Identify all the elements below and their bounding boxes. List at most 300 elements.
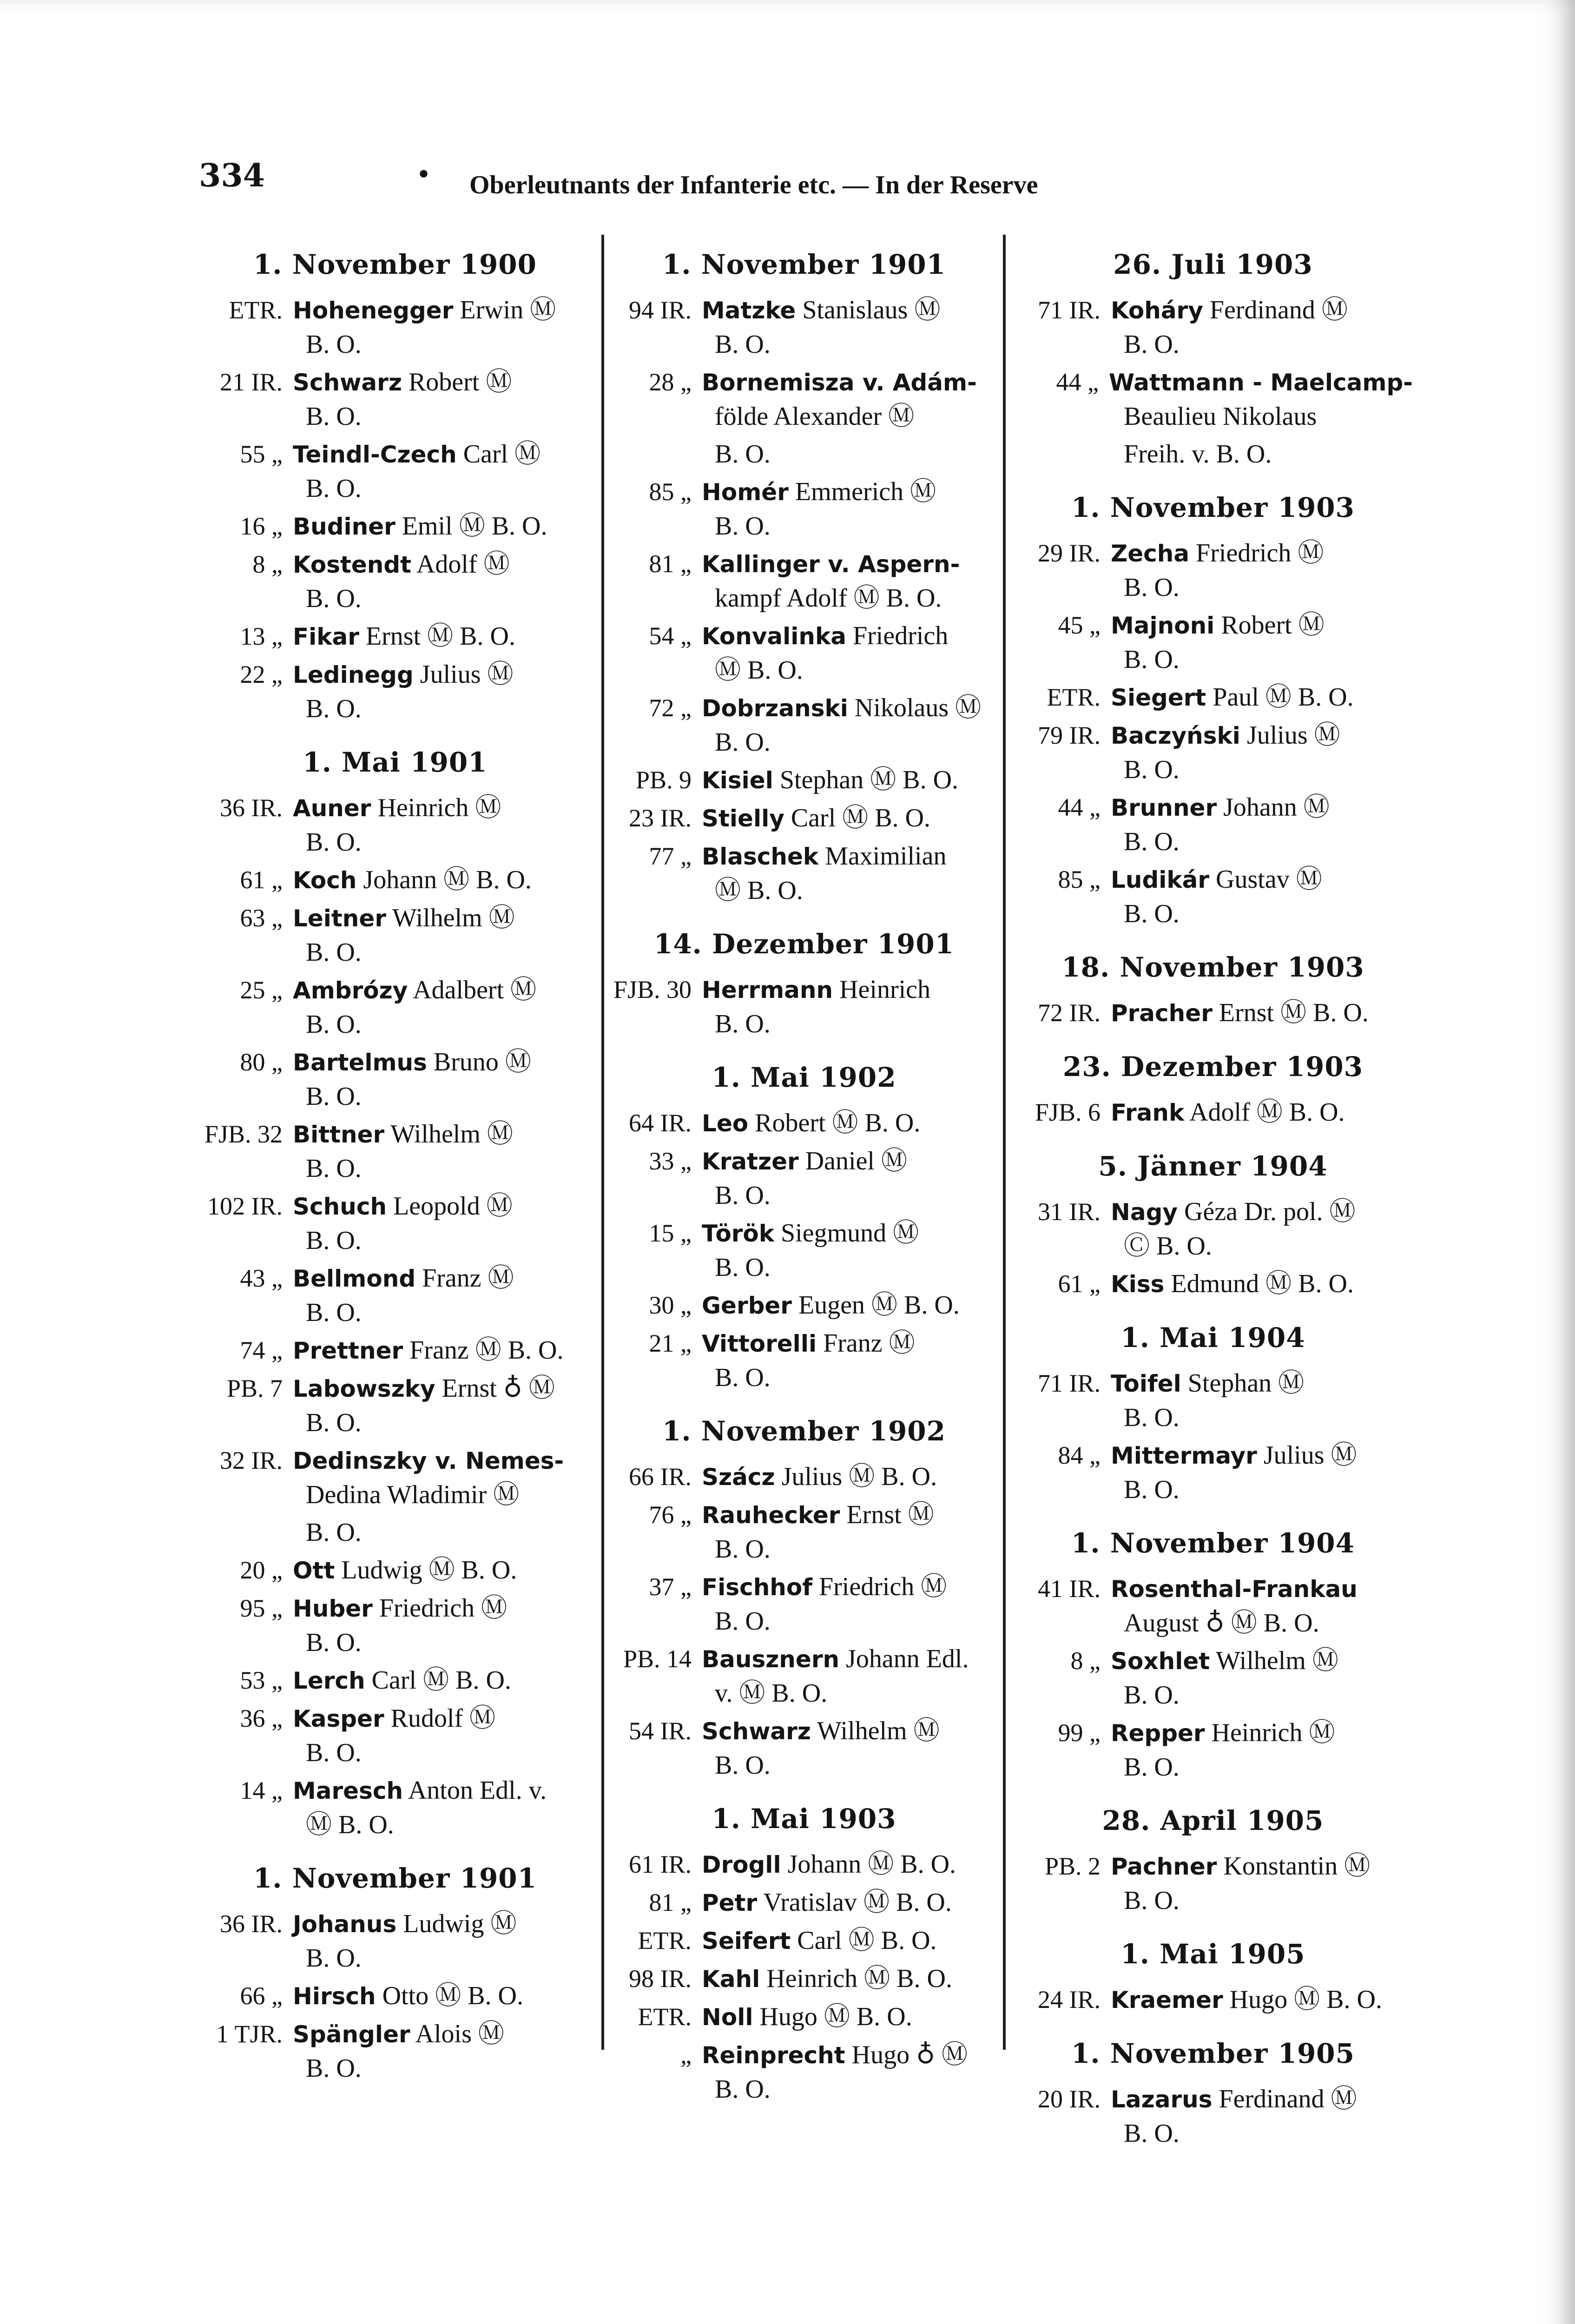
regiment-number: 36 „ [240, 1704, 283, 1732]
officer-surname: Ambrózy [293, 977, 408, 1004]
regiment-number: PB. 2 [1044, 1852, 1101, 1880]
officer-given-name: Wilhelm Ⓜ [1210, 1646, 1338, 1675]
officer-surname: Török [702, 1220, 775, 1247]
officer-surname: Szácz [702, 1464, 775, 1491]
officer-surname: Kostendt [293, 551, 412, 578]
officer-given-name: Nikolaus Ⓜ [848, 693, 982, 722]
entry-continuation: B. O. [1124, 899, 1180, 928]
officer-entry [1013, 293, 1413, 362]
officer-entry [1013, 1849, 1413, 1918]
entry-continuation: B. O. [1124, 2119, 1180, 2148]
officer-given-name: Anton Edl. v. [403, 1776, 547, 1805]
regiment-number: 94 IR. [629, 296, 692, 324]
officer-surname: Herrmann [702, 977, 833, 1004]
officer-given-name: Friedrich Ⓜ [372, 1594, 507, 1623]
date-heading: 18. November 1903 [1061, 951, 1364, 983]
officer-entry [195, 2017, 595, 2086]
date-section [1013, 2036, 1413, 2151]
officer-surname: Zecha [1111, 540, 1190, 567]
officer-entry [1013, 1572, 1413, 1640]
officer-entry [1013, 1983, 1413, 2017]
entry-continuation: B. O. [306, 1226, 362, 1255]
regiment-number: 36 IR. [220, 1910, 283, 1938]
date-section [1013, 1525, 1413, 1784]
date-section [604, 926, 1004, 1041]
date-heading: 1. November 1900 [253, 249, 537, 280]
officer-surname: Labowszky [293, 1375, 435, 1402]
officer-entry [604, 839, 1004, 908]
regiment-number: 29 IR. [1038, 539, 1101, 567]
officer-entry [195, 901, 595, 970]
officer-surname: Spängler [293, 2021, 410, 2048]
date-section [195, 247, 595, 726]
officer-given-name: Stephan Ⓜ [1181, 1369, 1305, 1398]
officer-given-name: Vratislav Ⓜ B. O. [757, 1888, 952, 1917]
officer-surname: Leo [702, 1110, 749, 1137]
entry-continuation: Ⓜ B. O. [715, 876, 803, 905]
officer-entry [604, 1924, 1004, 1958]
entry-continuation: B. O. [715, 330, 771, 359]
officer-surname: Koch [293, 867, 357, 894]
date-heading: 1. Mai 1901 [303, 746, 488, 778]
officer-entry [195, 509, 595, 544]
officer-entry [1013, 1367, 1413, 1435]
regiment-number: FJB. 6 [1035, 1098, 1101, 1126]
regiment-number: 23 IR. [629, 804, 692, 832]
officer-surname: Schwarz [702, 1718, 811, 1745]
officer-surname: Bornemisza v. Adám- [702, 369, 977, 396]
entry-continuation: B. O. [306, 2054, 362, 2083]
officer-given-name: Ernst Ⓜ B. O. [1212, 998, 1369, 1027]
officer-surname: Teindl-Czech [293, 441, 457, 468]
officer-entry [1013, 1439, 1413, 1507]
officer-entry [604, 1642, 1004, 1710]
officer-surname: Repper [1111, 1720, 1205, 1747]
officer-entry [1013, 1267, 1413, 1301]
entry-continuation: B. O. [1124, 330, 1180, 359]
regiment-number: 61 „ [240, 866, 283, 894]
date-section [1013, 1803, 1413, 1918]
officer-surname: Ott [293, 1557, 335, 1584]
officer-surname: Rauhecker [702, 1502, 840, 1529]
date-section [1013, 1936, 1413, 2017]
officer-given-name: Carl Ⓜ [456, 440, 541, 469]
officer-entry [604, 973, 1004, 1041]
officer-given-name: Edmund Ⓜ B. O. [1164, 1269, 1354, 1298]
date-section [195, 745, 595, 1842]
officer-surname: Fikar [293, 623, 359, 650]
regiment-number: 77 „ [649, 842, 692, 870]
officer-given-name: Carl Ⓜ B. O. [791, 1926, 937, 1955]
officer-given-name: Daniel Ⓜ [798, 1147, 907, 1175]
regiment-number: 74 „ [240, 1336, 283, 1364]
regiment-number: 22 „ [240, 660, 283, 688]
regiment-number: 36 IR. [220, 794, 283, 822]
officer-entry [604, 691, 1004, 759]
officer-given-name: Julius Ⓜ [413, 660, 514, 689]
officer-given-name: Franz Ⓜ [817, 1329, 915, 1358]
officer-entry [1013, 365, 1413, 434]
officer-entry [195, 620, 595, 654]
officer-surname: Brunner [1111, 794, 1217, 821]
date-heading: 1. Mai 1904 [1120, 1322, 1305, 1353]
officer-surname: Kasper [293, 1705, 384, 1732]
date-heading: 1. November 1901 [662, 249, 946, 280]
officer-given-name: Ernst Ⓜ B. O. [359, 622, 515, 651]
officer-surname: Pracher [1111, 1000, 1213, 1027]
regiment-number: 64 IR. [629, 1109, 692, 1137]
regiment-number: 99 „ [1058, 1719, 1101, 1747]
regiment-number: 54 IR. [629, 1717, 692, 1745]
officer-given-name: Wilhelm Ⓜ [384, 1120, 513, 1149]
entry-continuation: B. O. [306, 1408, 362, 1437]
officer-given-name: Franz Ⓜ [415, 1264, 514, 1293]
date-heading: 1. November 1903 [1071, 492, 1355, 523]
column-3 [1013, 239, 1413, 2154]
entry-continuation: B. O. [306, 584, 362, 613]
officer-given-name: Friedrich Ⓜ [1189, 539, 1324, 568]
regiment-number: 53 „ [240, 1666, 283, 1694]
entry-continuation: B. O. [306, 474, 362, 503]
officer-entry [604, 1962, 1004, 1996]
officer-given-name: Heinrich Ⓜ [1205, 1718, 1335, 1747]
officer-given-name: Ferdinand Ⓜ [1203, 296, 1348, 324]
officer-given-name: Carl Ⓜ B. O. [784, 804, 931, 832]
date-heading: 1. November 1902 [662, 1415, 946, 1447]
officer-surname: Frank [1111, 1099, 1185, 1126]
entry-continuation: B. O. [1124, 1681, 1180, 1710]
officer-surname: Bellmond [293, 1265, 416, 1292]
regiment-number: 102 IR. [207, 1192, 283, 1220]
date-heading: 1. November 1905 [1071, 2038, 1355, 2069]
regiment-number: ETR. [638, 1927, 692, 1954]
entry-continuation: v. Ⓜ B. O. [715, 1679, 828, 1708]
officer-entry [604, 801, 1004, 836]
officer-given-name: Julius Ⓜ B. O. [775, 1462, 937, 1491]
officer-given-name: Eugen Ⓜ B. O. [791, 1291, 960, 1320]
regiment-number: 80 „ [240, 1048, 283, 1076]
officer-surname: Noll [702, 2004, 753, 2031]
entry-continuation: B. O. [306, 828, 362, 857]
officer-entry [604, 2038, 1004, 2106]
officer-given-name: Heinrich Ⓜ [371, 793, 501, 822]
officer-given-name: Rudolf Ⓜ [384, 1704, 496, 1733]
regiment-number: PB. 9 [635, 766, 692, 794]
regiment-number: 25 „ [240, 976, 283, 1004]
regiment-number: 31 IR. [1038, 1198, 1101, 1226]
regiment-number: 72 „ [649, 694, 692, 722]
entry-continuation: B. O. [715, 2075, 771, 2104]
officer-entry [604, 1288, 1004, 1323]
entry-continuation: B. O. [1124, 827, 1180, 856]
officer-surname: Schwarz [293, 369, 402, 396]
regiment-number: 28 „ [649, 368, 692, 396]
entry-continuation: B. O. [715, 1751, 771, 1780]
officer-surname: Nagy [1111, 1199, 1178, 1226]
officer-entry [604, 1216, 1004, 1285]
entry-continuation: B. O. [715, 728, 771, 757]
officer-surname: Pachner [1111, 1853, 1217, 1880]
officer-entry [604, 1848, 1004, 1882]
officer-given-name: Heinrich Ⓜ B. O. [760, 1964, 952, 1993]
officer-entry [604, 293, 1004, 362]
regiment-number: 84 „ [1058, 1441, 1101, 1469]
officer-surname: Wattmann - Maelcamp- [1108, 369, 1413, 396]
officer-entry [195, 437, 595, 506]
regiment-number: 32 IR. [220, 1446, 283, 1474]
regiment-number: 55 „ [240, 440, 283, 468]
officer-given-name: Ferdinand Ⓜ [1212, 2085, 1357, 2113]
regiment-number: 85 „ [649, 478, 692, 506]
entry-continuation: B. O. [1124, 573, 1180, 602]
entry-continuation: B. O. [1124, 755, 1180, 784]
officer-surname: Majnoni [1111, 612, 1215, 639]
regiment-number: 20 IR. [1038, 2085, 1101, 2113]
entry-continuation: B. O. [715, 1607, 771, 1636]
regiment-number: 33 „ [649, 1147, 692, 1175]
date-section [604, 1060, 1004, 1395]
date-section [1013, 490, 1413, 931]
entry-continuation: B. O. [715, 1010, 771, 1038]
officer-surname: Petr [702, 1889, 758, 1916]
officer-given-name: Hugo Ⓜ B. O. [1223, 1985, 1382, 2014]
regiment-number: 44 „ [1058, 793, 1101, 821]
officer-surname: Bausznern [702, 1646, 840, 1673]
officer-entry [195, 1774, 595, 1842]
officer-entry [195, 1516, 595, 1550]
entry-continuation: Ⓜ B. O. [306, 1810, 394, 1839]
officer-given-name: Otto Ⓜ B. O. [376, 1981, 523, 2010]
regiment-number: 41 IR. [1038, 1575, 1101, 1603]
officer-given-name: Emil Ⓜ B. O. [395, 512, 547, 541]
officer-given-name: Leopold Ⓜ [387, 1192, 513, 1221]
regiment-number: 81 „ [649, 550, 692, 578]
officer-entry [195, 1444, 595, 1512]
entry-continuation: B. O. [1124, 1403, 1180, 1432]
officer-surname: Blaschek [702, 843, 819, 870]
date-section [604, 1413, 1004, 1783]
regiment-number: 79 IR. [1038, 721, 1101, 749]
officer-given-name: Adolf Ⓜ B. O. [1184, 1098, 1345, 1127]
date-heading: 28. April 1905 [1102, 1805, 1324, 1836]
officer-surname: Stielly [702, 805, 784, 832]
officer-surname: Siegert [1111, 684, 1206, 711]
entry-continuation: földe Alexander Ⓜ [715, 402, 915, 431]
regiment-number: FJB. 32 [204, 1120, 283, 1148]
officer-entry [195, 1664, 595, 1698]
officer-surname: Fischhof [702, 1574, 812, 1601]
officer-given-name: Friedrich Ⓜ [812, 1572, 947, 1601]
date-heading: 1. Mai 1903 [712, 1803, 896, 1835]
officer-given-name: Robert Ⓜ [1214, 611, 1325, 640]
officer-surname: Mittermayr [1111, 1442, 1257, 1469]
officer-given-name: Hugo Ⓜ B. O. [753, 2002, 912, 2031]
officer-given-name: Wilhelm Ⓜ [386, 904, 515, 932]
officer-surname: Lerch [293, 1667, 365, 1694]
officer-entry [1013, 536, 1413, 605]
date-heading: 1. Mai 1902 [712, 1062, 896, 1093]
officer-given-name: Siegmund Ⓜ [774, 1219, 919, 1248]
officer-surname: Schuch [293, 1193, 387, 1220]
officer-surname: Ludikár [1111, 866, 1210, 893]
officer-entry [1013, 2082, 1413, 2151]
officer-surname: Leitner [293, 905, 386, 932]
officer-entry [604, 1498, 1004, 1566]
date-heading: 23. Dezember 1903 [1062, 1051, 1364, 1083]
regiment-number: 45 „ [1058, 611, 1101, 639]
officer-given-name: Paul Ⓜ B. O. [1206, 683, 1354, 712]
regiment-number: 95 „ [240, 1594, 283, 1622]
officer-given-name: Johann Ⓜ [1217, 793, 1330, 822]
officer-given-name: Wilhelm Ⓜ [811, 1717, 940, 1745]
entry-continuation: B. O. [715, 440, 771, 469]
officer-entry [604, 1714, 1004, 1783]
entry-continuation: B. O. [306, 402, 362, 431]
officer-entry [1013, 1096, 1413, 1130]
officer-surname: Soxhlet [1111, 1648, 1210, 1675]
officer-entry [604, 475, 1004, 543]
column-1 [195, 239, 595, 2089]
regiment-number: ETR. [638, 2003, 692, 2031]
officer-surname: Hirsch [293, 1983, 376, 2010]
officer-entry [1013, 437, 1413, 471]
entry-continuation: Beaulieu Nikolaus [1124, 402, 1317, 431]
entry-continuation: B. O. [306, 1154, 362, 1183]
officer-entry [604, 1144, 1004, 1213]
officer-surname: Kallinger v. Aspern- [702, 551, 960, 578]
entry-continuation: B. O. [1124, 1475, 1180, 1504]
officer-entry [1013, 719, 1413, 787]
officer-entry [604, 1327, 1004, 1395]
officer-given-name: Johann Ⓜ B. O. [356, 865, 532, 894]
date-section [1013, 1320, 1413, 1507]
regiment-number: FJB. 30 [613, 976, 692, 1004]
entry-continuation: Ⓒ B. O. [1124, 1232, 1212, 1261]
officer-given-name: Hugo ♁ Ⓜ [845, 2040, 968, 2069]
regiment-number: „ [680, 2041, 692, 2069]
officer-entry [1013, 1644, 1413, 1712]
regiment-number: 98 IR. [629, 1965, 692, 1993]
officer-surname: Bittner [293, 1121, 385, 1148]
regiment-number: 71 IR. [1038, 296, 1101, 324]
officer-given-name: Friedrich [846, 621, 949, 650]
officer-entry [604, 1106, 1004, 1141]
officer-entry [195, 1334, 595, 1368]
officer-given-name: Adalbert Ⓜ [408, 976, 537, 1004]
officer-given-name: Adolf Ⓜ [411, 550, 510, 579]
entry-continuation: B. O. [715, 1535, 771, 1564]
officer-given-name: Ludwig Ⓜ B. O. [335, 1556, 517, 1585]
officer-entry [1013, 863, 1413, 931]
officer-entry [604, 365, 1004, 434]
officer-surname: Koháry [1111, 297, 1203, 324]
officer-entry [195, 863, 595, 898]
regiment-number: 85 „ [1058, 865, 1101, 893]
officer-given-name: Maximilian [818, 842, 947, 871]
date-section [604, 247, 1004, 908]
officer-entry [1013, 680, 1413, 715]
officer-surname: Huber [293, 1595, 373, 1622]
regiment-number: 66 „ [240, 1982, 283, 2010]
entry-continuation: B. O. [306, 1944, 362, 1973]
officer-surname: Matzke [702, 297, 796, 324]
regiment-number: 20 „ [240, 1556, 283, 1584]
entry-continuation: B. O. [1124, 1886, 1180, 1915]
officer-given-name: Alois Ⓜ [410, 2020, 504, 2048]
officer-surname: Rosenthal-Frankau [1111, 1576, 1358, 1603]
officer-entry [1013, 1195, 1413, 1263]
officer-given-name: Gustav Ⓜ [1209, 865, 1322, 894]
officer-entry [604, 437, 1004, 471]
date-section [195, 1861, 595, 2086]
officer-entry [604, 763, 1004, 798]
regiment-number: 81 „ [649, 1888, 692, 1916]
regiment-number: 8 „ [252, 550, 283, 578]
officer-entry [195, 1979, 595, 2014]
officer-surname: Kiss [1111, 1271, 1165, 1298]
officer-surname: Kisiel [702, 767, 773, 794]
regiment-number: PB. 14 [623, 1645, 692, 1673]
regiment-number: 21 „ [649, 1329, 692, 1357]
date-section [1013, 247, 1413, 471]
officer-entry [195, 1702, 595, 1770]
officer-given-name: Heinrich [833, 975, 931, 1004]
officer-entry [195, 1907, 595, 1975]
entry-continuation: B. O. [306, 1010, 362, 1039]
officer-given-name: Robert Ⓜ [402, 368, 512, 396]
officer-given-name: Ludwig Ⓜ [396, 1909, 517, 1938]
regiment-number: 76 „ [649, 1501, 692, 1529]
regiment-number: 15 „ [649, 1219, 692, 1247]
officer-entry [604, 547, 1004, 615]
entry-continuation: B. O. [306, 938, 362, 967]
officer-surname: Bartelmus [293, 1049, 427, 1076]
officer-given-name: Johann Edl. [839, 1644, 969, 1673]
regiment-number: 14 „ [240, 1776, 283, 1804]
officer-given-name: Julius Ⓜ [1240, 721, 1340, 750]
regiment-number: 44 „ [1056, 368, 1099, 396]
officer-entry [195, 658, 595, 726]
officer-surname: Seifert [702, 1928, 791, 1954]
entry-continuation: B. O. [1124, 645, 1180, 674]
page-number: 334 [199, 157, 265, 194]
officer-entry [195, 1189, 595, 1258]
regiment-number: PB. 7 [226, 1374, 283, 1402]
officer-entry [1013, 608, 1413, 677]
officer-surname: Dedinszky v. Nemes- [293, 1447, 564, 1474]
officer-surname: Hohenegger [293, 297, 454, 324]
officer-given-name: Julius Ⓜ [1257, 1441, 1357, 1470]
officer-surname: Reinprecht [702, 2042, 845, 2069]
officer-given-name: Robert Ⓜ B. O. [748, 1109, 921, 1137]
date-heading: 5. Jänner 1904 [1098, 1150, 1328, 1182]
date-heading: 1. November 1901 [253, 1862, 537, 1894]
officer-surname: Lazarus [1111, 2086, 1213, 2113]
officer-surname: Johanus [293, 1911, 397, 1938]
officer-surname: Konvalinka [702, 623, 847, 650]
entry-continuation: B. O. [715, 1253, 771, 1282]
officer-entry [195, 973, 595, 1042]
date-section [1013, 1149, 1413, 1301]
entry-continuation: B. O. [715, 1181, 771, 1210]
officer-given-name: Erwin Ⓜ [453, 296, 556, 324]
page-header: Oberleutnants der Infanterie etc. — In der Reserve [469, 171, 1038, 199]
officer-surname: Gerber [702, 1292, 792, 1319]
officer-surname: Homér [702, 479, 789, 506]
regiment-number: 30 „ [649, 1291, 692, 1319]
officer-given-name: Johann Ⓜ B. O. [781, 1850, 956, 1879]
officer-surname: Budiner [293, 513, 395, 540]
